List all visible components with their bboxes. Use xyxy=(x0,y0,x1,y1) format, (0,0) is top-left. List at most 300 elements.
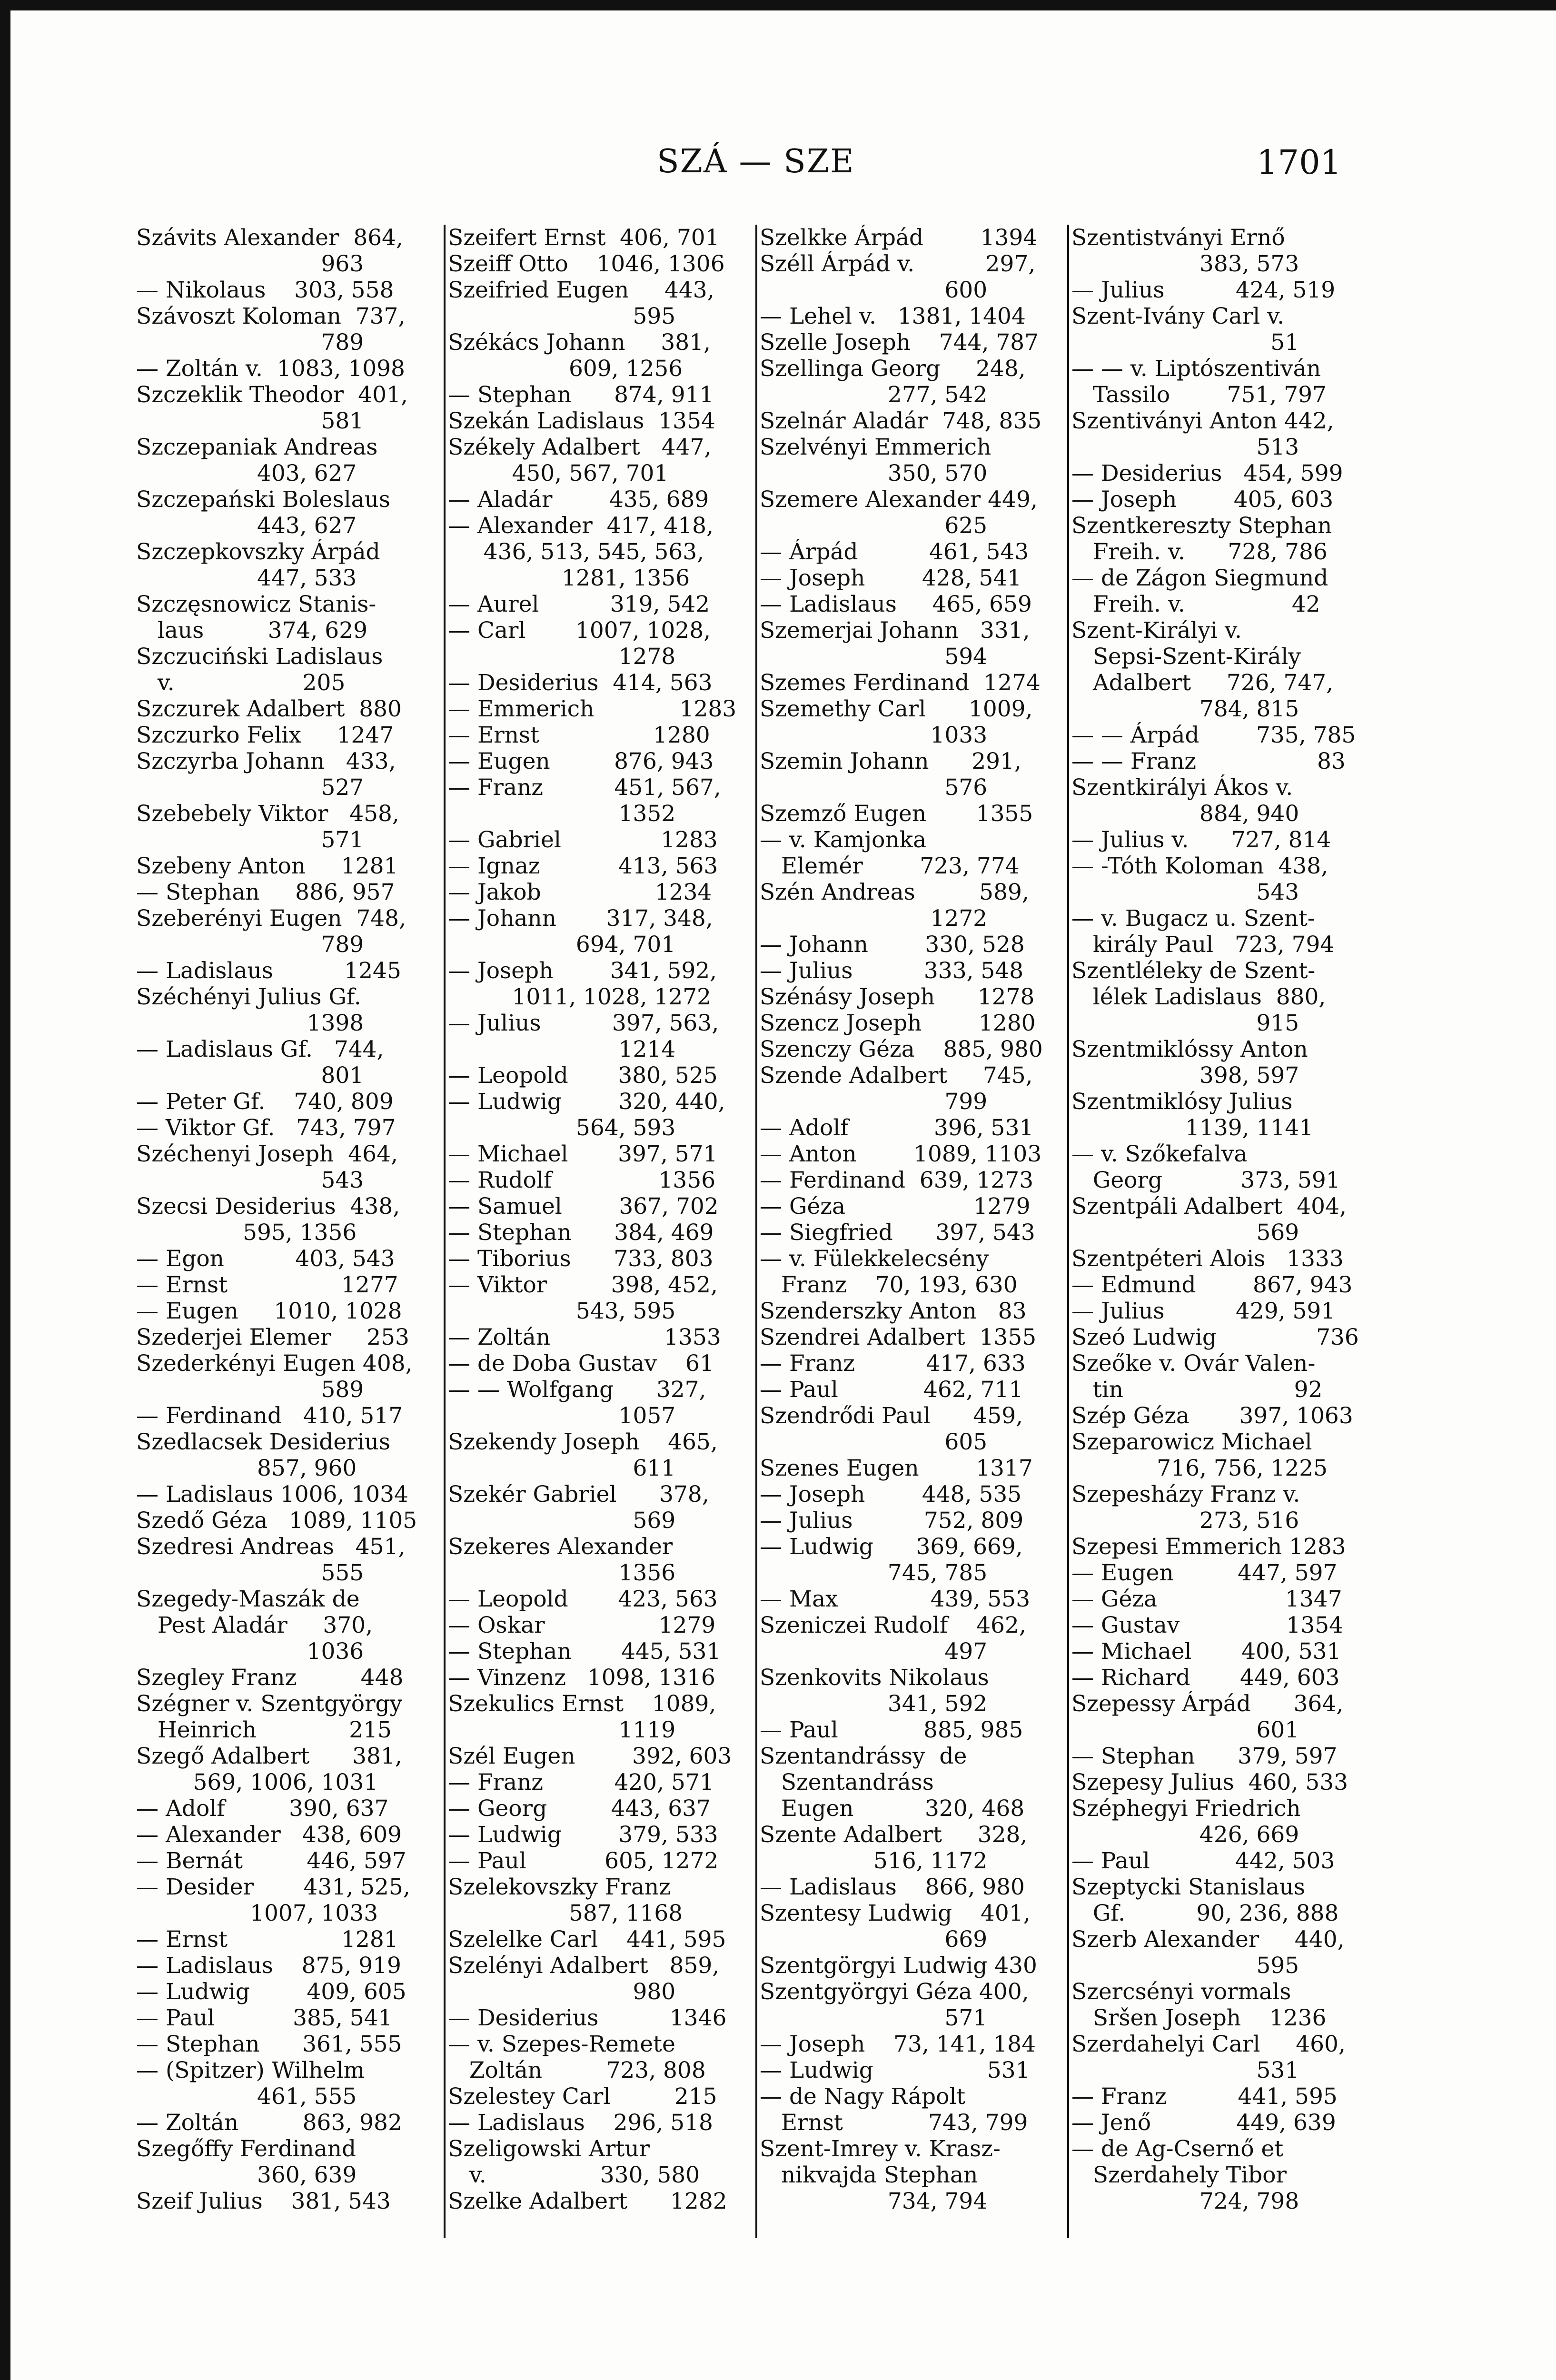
index-entry-line: Szégner v. Szentgyörgy xyxy=(136,1691,403,1717)
index-entry-line: 543 xyxy=(136,1167,364,1193)
index-column-4 xyxy=(1069,225,1379,2238)
index-entry-line: — Stephan 445, 531 xyxy=(448,1638,721,1665)
index-entry-line: Szelestey Carl 215 xyxy=(448,2083,717,2110)
index-entry-line: Szentkirályi Ákos v. xyxy=(1071,774,1293,801)
index-entry-line: — Georg 443, 637 xyxy=(448,1795,711,1822)
index-entry-line: király Paul 723, 794 xyxy=(1071,932,1335,958)
index-entry-line: Sepsi-Szent-Király xyxy=(1071,644,1301,670)
index-entry-line: Szelle Joseph 744, 787 xyxy=(760,329,1039,356)
index-entry-line: — Stephan 874, 911 xyxy=(448,382,714,408)
index-entry-line: — v. Szepes-Remete xyxy=(448,2031,675,2057)
index-entry-line: Szelvényi Emmerich xyxy=(760,434,991,460)
index-entry-line: — Max 439, 553 xyxy=(760,1586,1031,1612)
index-entry-line: 581 xyxy=(136,408,364,434)
index-entry-line: — Leopold 380, 525 xyxy=(448,1062,718,1089)
index-entry-line: Szentmiklósy Julius xyxy=(1071,1089,1293,1115)
index-entry-line: — Ladislaus Gf. 744, xyxy=(136,1036,384,1062)
index-entry-line: Szekendy Joseph 465, xyxy=(448,1429,718,1455)
index-entry-line: Szegley Franz 448 xyxy=(136,1665,404,1691)
index-entry-line: 531 xyxy=(1071,2057,1299,2083)
index-entry-line: Szente Adalbert 328, xyxy=(760,1822,1028,1848)
index-entry-line: Szegőffy Ferdinand xyxy=(136,2136,357,2162)
index-entry-line: — Paul 605, 1272 xyxy=(448,1848,719,1874)
index-entry-line: — de Zágon Siegmund xyxy=(1071,565,1328,591)
index-entry-line: 801 xyxy=(136,1062,364,1089)
index-entry-line: Szelelke Carl 441, 595 xyxy=(448,1926,726,1953)
index-entry-line: Szepesi Emmerich 1283 xyxy=(1071,1534,1346,1560)
index-entry-line: — Paul 462, 711 xyxy=(760,1377,1023,1403)
index-entry-line: — v. Bugacz u. Szent- xyxy=(1071,905,1315,932)
index-entry-line: — Johann 317, 348, xyxy=(448,905,713,932)
index-entry-line: Szercsényi vormals xyxy=(1071,1979,1291,2005)
index-entry-line: Szczepaniak Andreas xyxy=(136,434,378,460)
index-entry-line: Szávits Alexander 864, xyxy=(136,225,403,251)
index-entry-line: 915 xyxy=(1071,1010,1299,1036)
index-entry-line: — Stephan 361, 555 xyxy=(136,2031,402,2057)
index-entry-line: 461, 555 xyxy=(136,2083,357,2110)
index-entry-line: — Paul 385, 541 xyxy=(136,2005,393,2031)
index-entry-line: — Richard 449, 603 xyxy=(1071,1665,1340,1691)
index-entry-line: 341, 592 xyxy=(760,1691,988,1717)
index-entry-line: — -Tóth Koloman 438, xyxy=(1071,853,1328,879)
index-entry-line: Széchényi Julius Gf. xyxy=(136,984,361,1010)
index-entry-line: 350, 570 xyxy=(760,460,988,486)
index-entry-line: Széchenyi Joseph 464, xyxy=(136,1141,398,1167)
index-entry-line: Szentandrássy de xyxy=(760,1743,967,1769)
index-entry-line: — Adolf 390, 637 xyxy=(136,1795,389,1822)
index-entry-line: — Ludwig 409, 605 xyxy=(136,1979,406,2005)
index-entry-line: 1036 xyxy=(136,1638,364,1665)
index-entry-line: Szencz Joseph 1280 xyxy=(760,1010,1036,1036)
index-entry-line: Szeifried Eugen 443, xyxy=(448,277,714,303)
index-entry-line: 555 xyxy=(136,1560,364,1586)
index-entry-line: — Anton 1089, 1103 xyxy=(760,1141,1042,1167)
index-entry-line: — Ernst 1277 xyxy=(136,1272,398,1298)
index-entry-line: — Stephan 886, 957 xyxy=(136,879,395,905)
index-entry-line: Szczepkovszky Árpád xyxy=(136,539,380,565)
index-entry-line: 789 xyxy=(136,932,364,958)
index-entry-line: tin 92 xyxy=(1071,1377,1323,1403)
index-entry-line: 1139, 1141 xyxy=(1071,1115,1314,1141)
index-entry-line: Szekulics Ernst 1089, xyxy=(448,1691,716,1717)
index-entry-line: — Adolf 396, 531 xyxy=(760,1115,1034,1141)
index-entry-line: Széphegyi Friedrich xyxy=(1071,1795,1301,1822)
index-entry-line: — Ladislaus 296, 518 xyxy=(448,2110,713,2136)
index-entry-line: — Desiderius 1346 xyxy=(448,2005,727,2031)
index-entry-line: 1011, 1028, 1272 xyxy=(448,984,712,1010)
index-entry-line: 601 xyxy=(1071,1717,1299,1743)
index-entry-line: 1398 xyxy=(136,1010,364,1036)
index-entry-line: 543 xyxy=(1071,879,1299,905)
index-entry-line: Szemethy Carl 1009, xyxy=(760,696,1033,722)
index-entry-line: — Egon 403, 543 xyxy=(136,1246,395,1272)
index-entry-line: Szczurko Felix 1247 xyxy=(136,722,394,748)
index-entry-line: Széll Árpád v. 297, xyxy=(760,251,1036,277)
index-entry-line: v. 205 xyxy=(136,670,346,696)
index-entry-line: Szedő Géza 1089, 1105 xyxy=(136,1507,417,1534)
index-entry-line: — Viktor Gf. 743, 797 xyxy=(136,1115,396,1141)
index-entry-line: 1007, 1033 xyxy=(136,1900,378,1926)
index-entry-line: 745, 785 xyxy=(760,1560,988,1586)
index-entry-line: Franz 70, 193, 630 xyxy=(760,1272,1018,1298)
index-entry-line: Szelkke Árpád 1394 xyxy=(760,225,1038,251)
index-entry-line: Szczeklik Theodor 401, xyxy=(136,382,408,408)
index-entry-line: — de Doba Gustav 61 xyxy=(448,1350,714,1377)
index-entry-line: Sršen Joseph 1236 xyxy=(1071,2005,1327,2031)
index-entry-line: Szekér Gabriel 378, xyxy=(448,1481,709,1507)
index-entry-line: Freih. v. 728, 786 xyxy=(1071,539,1328,565)
index-entry-line: — v. Fülekkelecsény xyxy=(760,1246,989,1272)
index-entry-line: Szentpéteri Alois 1333 xyxy=(1071,1246,1344,1272)
index-entry-line: Heinrich 215 xyxy=(136,1717,392,1743)
index-entry-line: — Franz 420, 571 xyxy=(448,1769,714,1795)
index-entry-line: 799 xyxy=(760,1089,988,1115)
index-entry-line: 403, 627 xyxy=(136,460,357,486)
index-entry-line: — de Ag-Csernő et xyxy=(1071,2136,1284,2162)
index-entry-line: 516, 1172 xyxy=(760,1848,988,1874)
index-entry-line: Szeó Ludwig 736 xyxy=(1071,1324,1359,1350)
index-entry-line: 600 xyxy=(760,277,988,303)
index-entry-line: — v. Szőkefalva xyxy=(1071,1141,1248,1167)
index-entry-line: Szerb Alexander 440, xyxy=(1071,1926,1345,1953)
index-entry-line: Szentistványi Ernő xyxy=(1071,225,1285,251)
index-entry-line: — Peter Gf. 740, 809 xyxy=(136,1089,394,1115)
index-entry-line: — Géza 1347 xyxy=(1071,1586,1342,1612)
index-columns xyxy=(133,225,1371,2238)
index-entry-line: — Lehel v. 1381, 1404 xyxy=(760,303,1026,329)
index-entry-line: — Eugen 1010, 1028 xyxy=(136,1298,402,1324)
index-entry-line: 51 xyxy=(1071,329,1299,356)
index-entry-line: Szeiff Otto 1046, 1306 xyxy=(448,251,725,277)
index-entry-line: 609, 1256 xyxy=(448,356,683,382)
index-entry-line: — Paul 442, 503 xyxy=(1071,1848,1335,1874)
index-entry-line: 497 xyxy=(760,1638,988,1665)
index-entry-line: Szentiványi Anton 442, xyxy=(1071,408,1334,434)
index-entry-line: Szentandráss xyxy=(760,1769,934,1795)
index-entry-line: 1281, 1356 xyxy=(448,565,690,591)
index-entry-line: Szent-Királyi v. xyxy=(1071,617,1242,644)
index-entry-line: Szendrődi Paul 459, xyxy=(760,1403,1023,1429)
index-entry-line: — — Franz 83 xyxy=(1071,748,1346,774)
index-entry-line: Szczęsnowicz Stanis- xyxy=(136,591,377,617)
index-entry-line: 426, 669 xyxy=(1071,1822,1299,1848)
index-entry-line: Szemere Alexander 449, xyxy=(760,486,1038,513)
index-entry-line: Szendrei Adalbert 1355 xyxy=(760,1324,1037,1350)
index-entry-line: Szepesy Julius 460, 533 xyxy=(1071,1769,1348,1795)
index-entry-line: 611 xyxy=(448,1455,676,1481)
index-entry-line: Szép Géza 397, 1063 xyxy=(1071,1403,1353,1429)
index-entry-line: Szederjei Elemer 253 xyxy=(136,1324,409,1350)
index-entry-line: 595, 1356 xyxy=(136,1220,357,1246)
index-entry-line: — Ludwig 320, 440, xyxy=(448,1089,725,1115)
index-entry-line: — Géza 1279 xyxy=(760,1193,1031,1220)
index-entry-line: — Ladislaus 1245 xyxy=(136,958,401,984)
index-entry-line: Szent-Ivány Carl v. xyxy=(1071,303,1285,329)
index-entry-line: Szemes Ferdinand 1274 xyxy=(760,670,1041,696)
index-entry-line: — Ferdinand 410, 517 xyxy=(136,1403,403,1429)
index-entry-line: 1356 xyxy=(448,1560,676,1586)
index-entry-line: Tassilo 751, 797 xyxy=(1071,382,1327,408)
index-entry-line: Szentmiklóssy Anton xyxy=(1071,1036,1308,1062)
index-entry-line: Székely Adalbert 447, xyxy=(448,434,712,460)
index-entry-line: — Gustav 1354 xyxy=(1071,1612,1344,1638)
index-entry-line: — Edmund 867, 943 xyxy=(1071,1272,1353,1298)
index-entry-line: Szelényi Adalbert 859, xyxy=(448,1953,720,1979)
index-entry-line: 576 xyxy=(760,774,988,801)
index-entry-line: — Julius 752, 809 xyxy=(760,1507,1024,1534)
index-entry-line: — Bernát 446, 597 xyxy=(136,1848,406,1874)
index-entry-line: Szebebely Viktor 458, xyxy=(136,801,399,827)
index-entry-line: — Ludwig 369, 669, xyxy=(760,1534,1023,1560)
index-entry-line: Szczepański Boleslaus xyxy=(136,486,391,513)
index-entry-line: 789 xyxy=(136,329,364,356)
index-entry-line: — — Wolfgang 327, xyxy=(448,1377,706,1403)
index-entry-line: 513 xyxy=(1071,434,1299,460)
index-entry-line: — Joseph 405, 603 xyxy=(1071,486,1334,513)
index-entry-line: Szenes Eugen 1317 xyxy=(760,1455,1033,1481)
index-entry-line: — Nikolaus 303, 558 xyxy=(136,277,394,303)
index-entry-line: nikvajda Stephan xyxy=(760,2162,978,2188)
index-entry-line: Szén Andreas 589, xyxy=(760,879,1029,905)
index-entry-line: — — v. Liptószentiván xyxy=(1071,356,1321,382)
index-entry-line: Szeőke v. Ovár Valen- xyxy=(1071,1350,1316,1377)
index-entry-line: Szederkényi Eugen 408, xyxy=(136,1350,413,1377)
index-entry-line: — Árpád 461, 543 xyxy=(760,539,1029,565)
index-entry-line: Szávoszt Koloman 737, xyxy=(136,303,406,329)
index-entry-line: Szepessy Árpád 364, xyxy=(1071,1691,1344,1717)
index-column-1 xyxy=(133,225,444,2238)
index-entry-line: — Ernst 1280 xyxy=(448,722,710,748)
index-entry-line: Gf. 90, 236, 888 xyxy=(1071,1900,1339,1926)
index-entry-line: Szeniczei Rudolf 462, xyxy=(760,1612,1026,1638)
index-entry-line: 963 xyxy=(136,251,364,277)
index-entry-line: — Julius 397, 563, xyxy=(448,1010,719,1036)
index-entry-line: — Julius 333, 548 xyxy=(760,958,1024,984)
index-entry-line: — Johann 330, 528 xyxy=(760,932,1025,958)
index-entry-line: — Jenő 449, 639 xyxy=(1071,2110,1336,2136)
index-entry-line: Szél Eugen 392, 603 xyxy=(448,1743,732,1769)
index-entry-line: 716, 756, 1225 xyxy=(1071,1455,1328,1481)
index-entry-line: Szegő Adalbert 381, xyxy=(136,1743,402,1769)
index-entry-line: — (Spitzer) Wilhelm xyxy=(136,2057,365,2083)
index-entry-line: — Joseph 428, 541 xyxy=(760,565,1022,591)
index-entry-line: Szent-Imrey v. Krasz- xyxy=(760,2136,1001,2162)
index-entry-line: Szemerjai Johann 331, xyxy=(760,617,1030,644)
index-entry-line: Szepesházy Franz v. xyxy=(1071,1481,1300,1507)
index-entry-line: Szerdahely Tibor xyxy=(1071,2162,1287,2188)
index-entry-line: 273, 516 xyxy=(1071,1507,1299,1534)
index-entry-line: — Ladislaus 875, 919 xyxy=(136,1953,401,1979)
index-entry-line: — Desiderius 454, 599 xyxy=(1071,460,1343,486)
index-entry-line: v. 330, 580 xyxy=(448,2162,700,2188)
index-entry-line: Szerdahelyi Carl 460, xyxy=(1071,2031,1346,2057)
index-entry-line: 571 xyxy=(760,2005,988,2031)
index-entry-line: Szczuciński Ladislaus xyxy=(136,644,383,670)
index-entry-line: Szekán Ladislaus 1354 xyxy=(448,408,715,434)
index-entry-line: Szegedy-Maszák de xyxy=(136,1586,360,1612)
index-entry-line: — Julius v. 727, 814 xyxy=(1071,827,1331,853)
index-entry-line: — Michael 397, 571 xyxy=(448,1141,718,1167)
index-entry-line: — Oskar 1279 xyxy=(448,1612,716,1638)
index-entry-line: 1057 xyxy=(448,1403,676,1429)
index-entry-line: — Desider 431, 525, xyxy=(136,1874,410,1900)
index-entry-line: 383, 573 xyxy=(1071,251,1299,277)
index-entry-line: Freih. v. 42 xyxy=(1071,591,1320,617)
index-entry-line: 857, 960 xyxy=(136,1455,357,1481)
index-entry-line: — Ernst 1281 xyxy=(136,1926,398,1953)
index-entry-line: — Zoltán 1353 xyxy=(448,1324,721,1350)
index-entry-line: — Alexander 438, 609 xyxy=(136,1822,402,1848)
index-entry-line: 669 xyxy=(760,1926,988,1953)
index-entry-line: — Ludwig 379, 533 xyxy=(448,1822,718,1848)
index-entry-line: 564, 593 xyxy=(448,1115,676,1141)
index-entry-line: — Samuel 367, 702 xyxy=(448,1193,719,1220)
index-entry-line: Eugen 320, 468 xyxy=(760,1795,1025,1822)
index-entry-line: 694, 701 xyxy=(448,932,676,958)
index-entry-line: — Tiborius 733, 803 xyxy=(448,1246,714,1272)
index-entry-line: Szeparowicz Michael xyxy=(1071,1429,1312,1455)
index-entry-line: Szczyrba Johann 433, xyxy=(136,748,396,774)
index-entry-line: — Aladár 435, 689 xyxy=(448,486,709,513)
index-entry-line: Szedlacsek Desiderius xyxy=(136,1429,391,1455)
index-entry-line: — Joseph 73, 141, 184 xyxy=(760,2031,1036,2057)
index-entry-line: — Stephan 379, 597 xyxy=(1071,1743,1338,1769)
index-entry-line: Szekeres Alexander xyxy=(448,1534,673,1560)
index-entry-line: Szczurek Adalbert 880 xyxy=(136,696,402,722)
index-entry-line: — Jakob 1234 xyxy=(448,879,712,905)
index-entry-line: — Aurel 319, 542 xyxy=(448,591,710,617)
index-entry-line: 784, 815 xyxy=(1071,696,1299,722)
index-entry-line: Szebeny Anton 1281 xyxy=(136,853,398,879)
index-entry-line: 884, 940 xyxy=(1071,801,1299,827)
index-entry-line: Szelke Adalbert 1282 xyxy=(448,2188,727,2214)
index-entry-line: 594 xyxy=(760,644,988,670)
index-entry-line: — v. Kamjonka xyxy=(760,827,927,853)
index-entry-line: — Carl 1007, 1028, xyxy=(448,617,711,644)
index-entry-line: 447, 533 xyxy=(136,565,357,591)
index-entry-line: Szellinga Georg 248, xyxy=(760,356,1026,382)
index-entry-line: Szelnár Aladár 748, 835 xyxy=(760,408,1042,434)
index-entry-line: 1119 xyxy=(448,1717,676,1743)
index-entry-line: — Rudolf 1356 xyxy=(448,1167,716,1193)
index-entry-line: 1278 xyxy=(448,644,676,670)
index-entry-line: — Emmerich 1283 xyxy=(448,696,737,722)
index-entry-line: — Julius 429, 591 xyxy=(1071,1298,1336,1324)
index-entry-line: — Joseph 448, 535 xyxy=(760,1481,1022,1507)
index-column-3 xyxy=(757,225,1067,2238)
index-entry-line: 436, 513, 545, 563, xyxy=(448,539,704,565)
index-entry-line: — Zoltán 863, 982 xyxy=(136,2110,402,2136)
index-entry-line: 1352 xyxy=(448,801,676,827)
index-entry-line: 569, 1006, 1031 xyxy=(136,1769,378,1795)
index-entry-line: Szenkovits Nikolaus xyxy=(760,1665,989,1691)
index-entry-line: 1033 xyxy=(760,722,988,748)
index-entry-line: — Leopold 423, 563 xyxy=(448,1586,718,1612)
index-entry-line: lélek Ladislaus 880, xyxy=(1071,984,1326,1010)
index-entry-line: — Franz 417, 633 xyxy=(760,1350,1026,1377)
page-number: 1701 xyxy=(1257,143,1342,182)
index-entry-line: 980 xyxy=(448,1979,676,2005)
index-entry-line: 625 xyxy=(760,513,988,539)
index-entry-line: — Zoltán v. 1083, 1098 xyxy=(136,356,405,382)
index-entry-line: 569 xyxy=(1071,1220,1299,1246)
index-entry-line: Szentgörgyi Ludwig 430 xyxy=(760,1953,1037,1979)
index-entry-line: — Eugen 447, 597 xyxy=(1071,1560,1338,1586)
index-entry-line: — Ladislaus 1006, 1034 xyxy=(136,1481,408,1507)
index-entry-line: Szelekovszky Franz xyxy=(448,1874,671,1900)
index-entry-line: Szentléleky de Szent- xyxy=(1071,958,1316,984)
index-entry-line: — Viktor 398, 452, xyxy=(448,1272,718,1298)
index-entry-line: Zoltán 723, 808 xyxy=(448,2057,706,2083)
index-entry-line: Elemér 723, 774 xyxy=(760,853,1020,879)
index-entry-line: 277, 542 xyxy=(760,382,988,408)
index-entry-line: Szemin Johann 291, xyxy=(760,748,1021,774)
index-entry-line: 443, 627 xyxy=(136,513,357,539)
index-entry-line: laus 374, 629 xyxy=(136,617,368,644)
index-entry-line: 595 xyxy=(1071,1953,1299,1979)
index-entry-line: 1214 xyxy=(448,1036,676,1062)
index-entry-line: — Siegfried 397, 543 xyxy=(760,1220,1035,1246)
running-head: SZÁ — SZE xyxy=(657,143,855,180)
index-entry-line: Szenczy Géza 885, 980 xyxy=(760,1036,1043,1062)
index-entry-line: — Franz 451, 567, xyxy=(448,774,721,801)
index-entry-line: Szentesy Ludwig 401, xyxy=(760,1900,1031,1926)
index-entry-line: Szecsi Desiderius 438, xyxy=(136,1193,400,1220)
index-entry-line: — — Árpád 735, 785 xyxy=(1071,722,1356,748)
index-entry-line: 398, 597 xyxy=(1071,1062,1299,1089)
index-entry-line: — Vinzenz 1098, 1316 xyxy=(448,1665,715,1691)
index-entry-line: Ernst 743, 799 xyxy=(760,2110,1028,2136)
index-entry-line: — Ignaz 413, 563 xyxy=(448,853,718,879)
index-entry-line: 571 xyxy=(136,827,364,853)
index-entry-line: 569 xyxy=(448,1507,676,1534)
index-entry-line: — Ferdinand 639, 1273 xyxy=(760,1167,1034,1193)
index-entry-line: Szentkereszty Stephan xyxy=(1071,513,1332,539)
index-entry-line: — de Nagy Rápolt xyxy=(760,2083,966,2110)
index-entry-line: — Desiderius 414, 563 xyxy=(448,670,713,696)
index-entry-line: 734, 794 xyxy=(760,2188,988,2214)
index-entry-line: — Alexander 417, 418, xyxy=(448,513,714,539)
index-entry-line: 724, 798 xyxy=(1071,2188,1299,2214)
index-entry-line: Szedresi Andreas 451, xyxy=(136,1534,406,1560)
index-entry-line: Szemző Eugen 1355 xyxy=(760,801,1033,827)
index-entry-line: 589 xyxy=(136,1377,364,1403)
index-entry-line: — Ladislaus 866, 980 xyxy=(760,1874,1025,1900)
index-entry-line: — Ladislaus 465, 659 xyxy=(760,591,1032,617)
index-entry-line: Szenderszky Anton 83 xyxy=(760,1298,1027,1324)
index-entry-line: 595 xyxy=(448,303,676,329)
index-entry-line: — Stephan 384, 469 xyxy=(448,1220,714,1246)
page-header xyxy=(0,138,1556,195)
index-entry-line: — Ludwig 531 xyxy=(760,2057,1030,2083)
index-entry-line: — Julius 424, 519 xyxy=(1071,277,1336,303)
index-entry-line: 360, 639 xyxy=(136,2162,357,2188)
index-column-2 xyxy=(445,225,755,2238)
index-entry-line: Szeberényi Eugen 748, xyxy=(136,905,406,932)
index-entry-line: Adalbert 726, 747, xyxy=(1071,670,1334,696)
index-entry-line: Székács Johann 381, xyxy=(448,329,711,356)
index-entry-line: Szénásy Joseph 1278 xyxy=(760,984,1035,1010)
index-entry-line: Szeifert Ernst 406, 701 xyxy=(448,225,720,251)
index-entry-line: 1272 xyxy=(760,905,988,932)
index-entry-line: 527 xyxy=(136,774,364,801)
index-entry-line: Szeptycki Stanislaus xyxy=(1071,1874,1306,1900)
index-entry-line: Pest Aladár 370, xyxy=(136,1612,373,1638)
index-entry-line: — Franz 441, 595 xyxy=(1071,2083,1338,2110)
index-entry-line: — Gabriel 1283 xyxy=(448,827,718,853)
index-entry-line: Szentgyörgyi Géza 400, xyxy=(760,1979,1029,2005)
index-entry-line: — Joseph 341, 592, xyxy=(448,958,717,984)
